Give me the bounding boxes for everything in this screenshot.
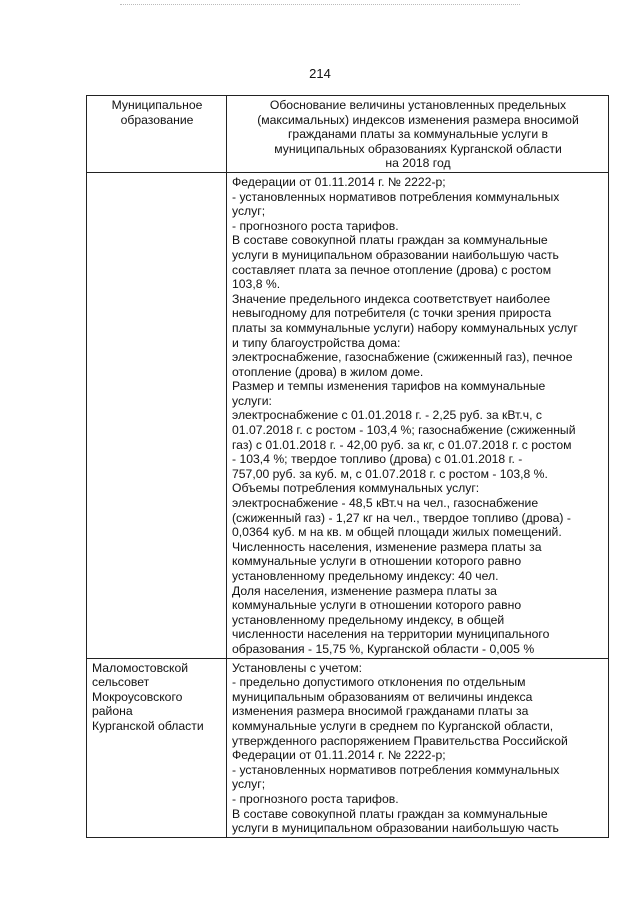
text-line: платы за коммунальные услуги) набору коммунальных услуг (232, 320, 578, 335)
header-municipality (87, 96, 227, 173)
text-line: Доля населения, изменение размера платы за (232, 583, 497, 598)
text-line: Федерации от 01.11.2014 г. № 2222-р; (232, 748, 446, 763)
text-line: - установленных нормативов потребления коммунальных (232, 762, 560, 777)
text-line: численности населения на территории муниципального (232, 627, 550, 642)
text-line: электроснабжение, газоснабжение (сжиженный газ), печное (232, 350, 573, 365)
text-line: - 103,4 %; твердое топливо (дрова) с 01.01.2018 г. - (232, 452, 523, 467)
text-line: Размер и темпы изменения тарифов на коммунальные (232, 379, 546, 394)
justification-cell (227, 658, 609, 837)
text-line: муниципальным образованиям от величины индекса (232, 689, 533, 704)
text-line: электроснабжение - 48,5 кВт.ч на чел., газоснабжение (232, 496, 539, 511)
text-line: 757,00 руб. за куб. м, с 01.07.2018 г. с ростом - 103,8 %. (232, 466, 548, 481)
text-line: установленному предельному индексу, в общей (232, 612, 505, 627)
text-line: В составе совокупной платы граждан за коммунальные (232, 233, 548, 248)
text-line: коммунальные услуги в отношении которого равно (232, 554, 522, 569)
text-line: - установленных нормативов потребления коммунальных (232, 189, 560, 204)
header-justification-line: (максимальных) индексов изменения размера вносимой (257, 112, 579, 127)
table-row (87, 172, 609, 658)
text-line: - прогнозного роста тарифов. (232, 791, 399, 806)
tariff-table (86, 95, 609, 838)
text-line: образования - 15,75 %, Курганской области - 0,005 % (232, 641, 535, 656)
text-line: Установлены с учетом: (232, 660, 362, 675)
municipality-line: Мокроусовского (92, 689, 183, 704)
text-line: 103,8 %. (232, 277, 281, 292)
text-line: электроснабжение с 01.01.2018 г. - 2,25 руб. за кВт.ч, с (232, 408, 542, 423)
text-line: утвержденного распоряжением Правительства Российской (232, 733, 568, 748)
text-line: газ) с 01.01.2018 г. - 42,00 руб. за кг, с 01.07.2018 г. с ростом (232, 437, 572, 452)
page-number: 214 (309, 66, 331, 81)
municipality-line: сельсовет (92, 675, 150, 690)
municipality-line: Курганской области (92, 718, 204, 733)
text-line: услуги в муниципальном образовании наибольшую часть (232, 821, 559, 836)
header-municipality-line: образование (120, 112, 194, 127)
municipality-line: района (92, 704, 133, 719)
header-justification-line: муниципальных образованиях Курганской области (274, 141, 562, 156)
text-line: В составе совокупной платы граждан за коммунальные (232, 806, 548, 821)
text-line: коммунальные услуги в отношении которого равно (232, 598, 522, 613)
municipality-cell (87, 172, 227, 658)
text-line: услуги в муниципальном образовании наибольшую часть (232, 247, 559, 262)
text-line: отопление (дрова) в жилом доме. (232, 364, 424, 379)
municipality-cell (87, 658, 227, 837)
table-header-row (87, 96, 609, 173)
header-justification-line: гражданами платы за коммунальные услуги в (287, 127, 549, 142)
text-line: Объемы потребления коммунальных услуг: (232, 481, 480, 496)
text-line: услуг; (232, 777, 266, 792)
text-line: услуг; (232, 204, 266, 219)
text-line: услуги: (232, 393, 272, 408)
text-line: и типу благоустройства дома: (232, 335, 401, 350)
text-line: установленному предельному индексу: 40 чел. (232, 569, 499, 583)
justification-cell (227, 172, 609, 658)
text-line: (сжиженный газ) - 1,27 кг на чел., твердое топливо (дрова) - (232, 510, 571, 525)
scan-artifact (120, 4, 520, 7)
header-justification-line: Обоснование величины установленных предельных (269, 98, 567, 112)
header-justification-line: на 2018 год (385, 156, 451, 171)
text-line: Значение предельного индекса соответствует наиболее (232, 291, 551, 306)
text-line: изменения размера вносимой гражданами платы за (232, 704, 529, 719)
text-line: - предельно допустимого отклонения по отдельным (232, 675, 526, 690)
text-line: Численность населения, изменение размера платы за (232, 539, 542, 554)
text-line: 0,0364 куб. м на кв. м общей площади жилых помещений. (232, 525, 562, 540)
header-justification (227, 96, 609, 173)
text-line: составляет плата за печное отопление (дрова) с ростом (232, 262, 552, 277)
table-row (87, 658, 609, 837)
text-line: невыгодному для потребителя (с точки зрения прироста (232, 306, 552, 321)
text-line: - прогнозного роста тарифов. (232, 218, 399, 233)
text-line: 01.07.2018 г. с ростом - 103,4 %; газоснабжение (сжиженный (232, 423, 576, 438)
header-municipality-line: Муниципальное (111, 98, 203, 112)
text-line: коммунальные услуги в среднем по Курганской области, (232, 718, 554, 733)
text-line: Федерации от 01.11.2014 г. № 2222-р; (232, 174, 446, 189)
municipality-line: Маломостовской (92, 660, 189, 675)
